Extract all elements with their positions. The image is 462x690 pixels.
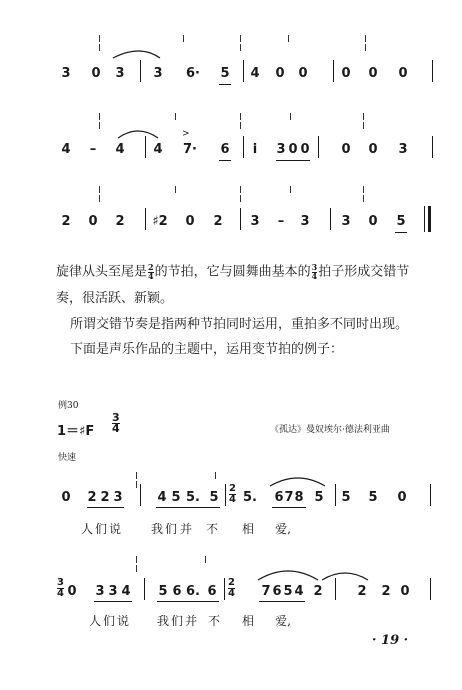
lyric: 相 (241, 614, 255, 628)
note: 2 (213, 214, 223, 229)
time-signature-prefix: $\frac{3}{4}$ (57, 577, 64, 599)
note: ♯2 (152, 214, 168, 229)
note: 4 (157, 490, 167, 505)
beat-tick (240, 186, 241, 193)
beat-tick (99, 44, 100, 51)
note: 5 (283, 584, 293, 599)
beat-tick (240, 35, 241, 42)
note: 2 (115, 214, 125, 229)
underline (219, 160, 231, 161)
beat-tick (363, 122, 364, 129)
beat-tick (136, 556, 137, 563)
beat-tick (240, 195, 241, 202)
beat-tick (240, 122, 241, 129)
underline (259, 601, 305, 602)
barline (243, 136, 244, 158)
beat-tick (363, 195, 364, 202)
barline (432, 60, 433, 82)
time-change: $\frac{2}{4}$ (228, 577, 235, 599)
note: 3 (95, 584, 105, 599)
beat-tick (99, 195, 100, 202)
beat-tick (365, 35, 366, 42)
lyric: 爱, (275, 614, 291, 628)
note: 6 (220, 142, 230, 157)
beat-tick (99, 186, 100, 193)
beat-tick (290, 186, 291, 193)
lyric: 并 (179, 522, 193, 536)
underline (219, 84, 231, 85)
barline (432, 136, 433, 158)
lyric: 相 (241, 522, 255, 536)
underline (87, 507, 124, 508)
underline (276, 160, 310, 161)
note: 7 (284, 490, 294, 505)
lyric: 说 (108, 522, 122, 536)
note: 6 (207, 584, 217, 599)
beat-tick (363, 186, 364, 193)
source-credit: 《孤达》曼奴埃尔·德法利亚曲 (270, 425, 390, 435)
note: i (252, 142, 258, 157)
note: 0 (398, 66, 408, 81)
note: 6 (272, 584, 282, 599)
prose-paragraph-3: 下面是声乐作品的主题中，运用变节拍的例子： (70, 342, 344, 357)
note: – (89, 142, 97, 157)
lyric: 说 (116, 614, 130, 628)
note: 2 (61, 214, 71, 229)
lyric: 们 (164, 522, 178, 536)
note: 2 (357, 584, 367, 599)
barline (240, 208, 241, 230)
note: 0 (185, 214, 195, 229)
barline (145, 136, 146, 158)
note: 5 (368, 490, 378, 505)
beat-tick (136, 565, 137, 572)
beat-tick (136, 481, 137, 488)
note: 0 (368, 214, 378, 229)
beat-tick (363, 113, 364, 120)
beat-tick (365, 44, 366, 51)
barline (224, 578, 225, 600)
note: 2 (313, 584, 323, 599)
note: 3 (250, 214, 260, 229)
lyric: 人 (80, 522, 94, 536)
lyric: 们 (94, 522, 108, 536)
time-fraction: $\frac{2}{4}$ (148, 262, 154, 281)
beat-tick (99, 35, 100, 42)
barline (225, 484, 226, 506)
note: 3 (108, 584, 118, 599)
note: 4 (250, 66, 260, 81)
note: 5 (396, 214, 406, 229)
barline (144, 578, 145, 600)
beat-tick (99, 122, 100, 129)
underline (94, 601, 132, 602)
note: 0 (288, 142, 298, 157)
note: 2 (381, 584, 391, 599)
tempo-marking: 快速 (58, 453, 77, 463)
note: 5 (158, 584, 168, 599)
barline (335, 578, 336, 600)
key-signature: 1＝♯F (57, 424, 95, 439)
note: 3 (113, 490, 123, 505)
barline (430, 578, 431, 600)
note: 4 (153, 142, 163, 157)
example-label: 例30 (58, 401, 79, 411)
note: 0 (397, 490, 407, 505)
note: 0 (341, 66, 351, 81)
beat-tick (290, 113, 291, 120)
note: 6· (186, 66, 200, 81)
barline (330, 208, 331, 230)
time-fraction: $\frac{3}{4}$ (311, 262, 318, 281)
underline (156, 507, 220, 508)
lyric: 人 (88, 614, 102, 628)
note: 5 (171, 490, 181, 505)
note: 3 (300, 214, 310, 229)
final-barline-thick (428, 206, 431, 232)
lyric: 们 (170, 614, 184, 628)
note: 3 (61, 66, 71, 81)
underline (272, 507, 306, 508)
note: 0 (300, 142, 310, 157)
note: 5. (186, 490, 200, 505)
lyric: 们 (102, 614, 116, 628)
barline (430, 484, 431, 506)
note: 6. (186, 584, 200, 599)
beat-tick (215, 472, 216, 479)
barline (333, 60, 334, 82)
barline (145, 208, 146, 230)
note: 2 (100, 490, 110, 505)
note: 8 (294, 490, 304, 505)
note: 3 (341, 214, 351, 229)
note: 7 (261, 584, 271, 599)
prose-line-2: 奏，很活跃、新颖。 (56, 291, 174, 306)
note: 4 (121, 584, 131, 599)
beat-tick (99, 113, 100, 120)
note: 0 (61, 490, 71, 505)
note: 5 (220, 66, 230, 81)
lyric: 爱, (275, 522, 291, 536)
lyric: 我 (156, 614, 170, 628)
note: 4 (294, 584, 304, 599)
beat-tick (240, 44, 241, 51)
beat-tick (136, 472, 137, 479)
note: 0 (341, 142, 351, 157)
underline (157, 601, 219, 602)
note: 0 (368, 66, 378, 81)
note: 6 (172, 584, 182, 599)
barline (318, 136, 319, 158)
lyric: 并 (184, 614, 198, 628)
underline (395, 232, 407, 233)
lyric: 不 (207, 614, 221, 628)
barline (140, 60, 141, 82)
note: 0 (67, 584, 77, 599)
note: 3 (115, 66, 125, 81)
note: 0 (88, 214, 98, 229)
barline (243, 60, 244, 82)
lyric: 不 (205, 522, 219, 536)
beat-tick (288, 35, 289, 42)
note: 5 (314, 490, 324, 505)
note: 5 (209, 490, 219, 505)
beat-tick (175, 113, 176, 120)
note: 0 (91, 66, 101, 81)
barline (140, 484, 141, 506)
page-number: · 19 · (372, 633, 409, 648)
note: 3 (276, 142, 286, 157)
final-barline-thin (424, 206, 425, 232)
lyric: 我 (150, 522, 164, 536)
note: 4 (61, 142, 71, 157)
prose-line-1: 旋律从头至尾是 $\frac{2}{4}$ 的节拍，它与圆舞曲基本的 $\frac{3}{4}$ 拍子形成交错节 (56, 262, 410, 281)
note: 3 (153, 66, 163, 81)
note: 0 (368, 142, 378, 157)
note: 3 (398, 142, 408, 157)
note: 0 (400, 584, 410, 599)
accent-mark: > (182, 129, 190, 139)
beat-tick (175, 186, 176, 193)
time-change: $\frac{2}{4}$ (229, 483, 236, 505)
time-signature: $\frac{3}{4}$ (112, 411, 120, 436)
barline (335, 484, 336, 506)
note: 7· (183, 142, 197, 157)
beat-tick (205, 556, 206, 563)
note: 6 (274, 490, 284, 505)
note: 0 (298, 66, 308, 81)
prose-paragraph-2: 所谓交错节奏是指两种节拍同时运用，重拍多不同时出现。 (70, 317, 409, 332)
note: 5 (341, 490, 351, 505)
beat-tick (183, 35, 184, 42)
note: 0 (275, 66, 285, 81)
note: – (277, 214, 285, 229)
note: 5. (243, 490, 257, 505)
note: 2 (87, 490, 97, 505)
note: 4 (115, 142, 125, 157)
beat-tick (240, 113, 241, 120)
